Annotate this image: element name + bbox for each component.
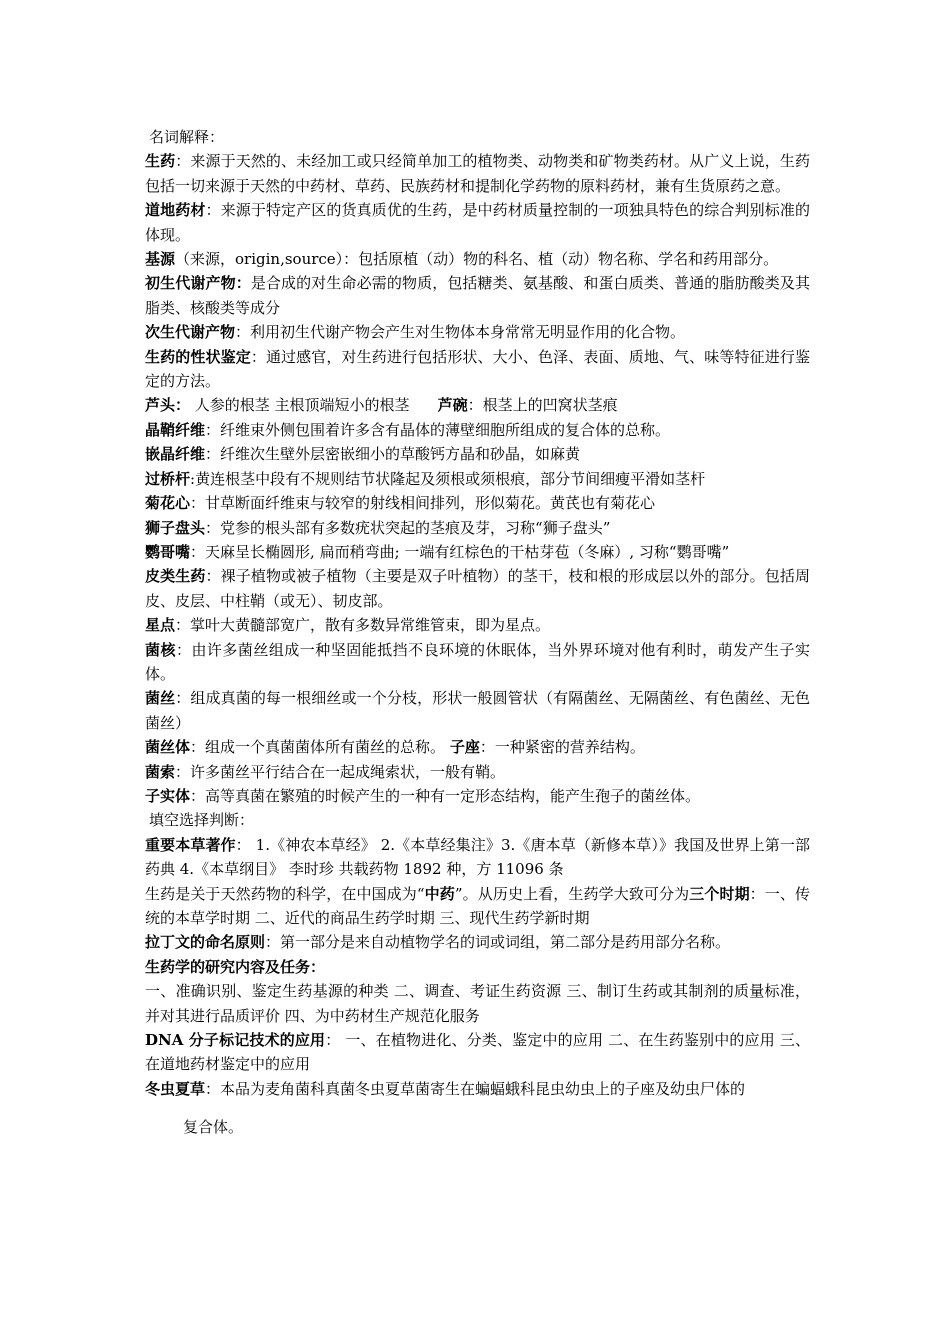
term-sep: ： xyxy=(190,738,206,757)
term-2: 子座 xyxy=(449,738,480,757)
term-sep: ： xyxy=(175,640,192,659)
term: 道地药材 xyxy=(145,201,206,220)
term-sep: ： xyxy=(205,1079,221,1098)
term: 子实体 xyxy=(145,786,191,805)
term: 冬虫夏草 xyxy=(145,1079,206,1098)
entry-xingdian xyxy=(145,613,810,637)
entry-zishiti xyxy=(145,784,810,808)
term: 菌丝 xyxy=(145,689,176,708)
entry-bencao xyxy=(145,833,810,882)
text-mid: ”。从历史上看，生药学大致可分为 xyxy=(454,884,690,903)
term: 星点 xyxy=(145,616,176,635)
definition: 本品为麦角菌科真菌冬虫夏草菌寄生在蝙蝠蛾科昆虫幼虫上的子座及幼虫尸体的 xyxy=(220,1079,746,1098)
entry-jiyuan xyxy=(145,247,810,271)
definition: 组成真菌的每一根细丝或一个分枝，形状一般圆管状（有隔菌丝、无隔菌丝、有色菌丝、无色菌丝） xyxy=(145,689,810,732)
definition: 高等真菌在繁殖的时候产生的一种有一定形态结构，能产生孢子的菌丝体。 xyxy=(205,786,701,805)
term: 次生代谢产物 xyxy=(145,323,236,342)
text-post: ：一、传统的本草学时期 二、近代的商品生药学时期 三、现代生药学新时期 xyxy=(145,884,810,927)
term-sep: ： xyxy=(175,689,191,708)
definition: 纤维束外侧包围着许多含有晶体的薄壁细胞所组成的复合体的总称。 xyxy=(220,420,671,439)
entry-xingzhuang xyxy=(145,345,810,394)
entry-junsuo xyxy=(145,760,810,784)
entry-juhuaxin xyxy=(145,491,810,515)
definition: 天麻呈长椭圆形, 扁而稍弯曲; 一端有红棕色的干枯芽苞（冬麻）, 习称“鹦哥嘴” xyxy=(205,542,730,561)
term-sep: ： xyxy=(205,201,221,220)
term: 拉丁文的命名原则 xyxy=(145,933,266,952)
term-sep: ： xyxy=(325,1031,341,1050)
term-sep: ： xyxy=(190,494,206,513)
definition: 来源于特定产区的货真质优的生药，是中药材质量控制的一项独具特色的综合判别标准的体现。 xyxy=(145,201,810,244)
term-sep: ： xyxy=(205,518,221,537)
definition: 许多菌丝平行结合在一起成绳索状，一般有鞘。 xyxy=(190,762,506,781)
term: 生药的性状鉴定 xyxy=(145,347,251,366)
term-sep: ： xyxy=(190,542,206,561)
term: 基源 xyxy=(145,250,176,269)
entry-shengyaoxue xyxy=(145,882,810,931)
term-sep: ： xyxy=(205,445,221,464)
term-sep: : xyxy=(190,469,196,488)
term-2: 芦碗 xyxy=(437,396,468,415)
entry-shengyao xyxy=(145,149,810,198)
text-pre: 生药是关于天然药物的科学，在中国成为“ xyxy=(145,884,425,903)
entry-jingqiao xyxy=(145,418,810,442)
definition: （来源，origin,source）：包括原植（动）物的科名、植（动）物名称、学名和药用部分。 xyxy=(175,250,779,269)
term: 嵌晶纤维 xyxy=(145,445,206,464)
definition: 第一部分是来自动植物学名的词或词组，第二部分是药用部分名称。 xyxy=(280,933,731,952)
term: 菊花心 xyxy=(145,494,191,513)
term-sep-2: ： xyxy=(479,738,495,757)
term: 菌核 xyxy=(145,640,176,659)
entry-cisheng xyxy=(145,320,810,344)
entry-junhe xyxy=(145,638,810,687)
definition: 一、在植物进化、分类、鉴定中的应用 二、在生药鉴别中的应用 三、在道地药材鉴定中的应用 xyxy=(145,1031,810,1074)
entry-dna xyxy=(145,1028,810,1077)
term-sep: ： xyxy=(175,152,191,171)
term: 芦头： xyxy=(145,396,191,415)
entry-yinggezui xyxy=(145,540,810,564)
definition: 来源于天然的、未经加工或只经简单加工的植物类、动物类和矿物类药材。从广义上说，生药包括一切来源于天然的中药材、草药、民族药材和提制化学药物的原料药材，兼有生货原药之意。 xyxy=(145,152,810,195)
entry-pilei xyxy=(145,564,810,613)
entry-daodi xyxy=(145,198,810,247)
definition: 利用初生代谢产物会产生对生物体本身常常无明显作用的化合物。 xyxy=(250,323,686,342)
bold-sange-shiqi: 三个时期 xyxy=(689,884,750,903)
term: 晶鞘纤维 xyxy=(145,420,206,439)
definition: 纤维次生壁外层密嵌细小的草酸钙方晶和砂晶，如麻黄 xyxy=(220,445,581,464)
definition: 裸子植物或被子植物（主要是双子叶植物）的茎干，枝和根的形成层以外的部分。包括周皮、皮层、中柱鞘（或无）、韧皮部。 xyxy=(145,567,810,610)
entry-latin xyxy=(145,930,810,954)
definition: 党参的根头部有多数疣状突起的茎痕及芽，习称“狮子盘头” xyxy=(220,518,611,537)
term-sep: ： xyxy=(175,762,191,781)
term-sep: ： xyxy=(190,786,206,805)
term-sep: ： xyxy=(235,835,251,854)
term-sep: ： xyxy=(250,347,266,366)
term: 菌索 xyxy=(145,762,176,781)
document-body xyxy=(145,125,810,1140)
term-sep: ： xyxy=(175,616,191,635)
definition: 掌叶大黄髓部宽广，散有多数异常维管束，即为星点。 xyxy=(190,616,551,635)
research-text: 一、准确识别、鉴定生药基源的种类 二、调查、考证生药资源 三、制订生药或其制剂的质量标准，并对其进行品质评价 四、为中药材生产规范化服务 xyxy=(145,982,810,1025)
entry-junsiti xyxy=(145,735,810,759)
definition: 通过感官，对生药进行包括形状、大小、色泽、表面、质地、气、味等特征进行鉴定的方法。 xyxy=(145,347,810,391)
definition-2: 根茎上的凹窝状茎痕 xyxy=(482,396,618,415)
term: 菌丝体 xyxy=(145,738,191,757)
term-sep: ： xyxy=(205,567,221,586)
bold-zhongyao: 中药 xyxy=(424,884,455,903)
term: 初生代谢产物： xyxy=(145,274,251,293)
term-sep: ： xyxy=(265,933,281,952)
entry-qianjing xyxy=(145,442,810,466)
term: 狮子盘头 xyxy=(145,518,206,537)
entry-chusheng xyxy=(145,271,810,320)
entry-lutou xyxy=(145,393,810,417)
last-line: 复合体。 xyxy=(183,1118,244,1137)
section-heading-fill: 填空选择判断： xyxy=(149,811,255,830)
definition-2: 一种紧密的营养结构。 xyxy=(494,738,645,757)
term: 过桥杆 xyxy=(145,469,191,488)
entry-shizipantou xyxy=(145,516,810,540)
definition: 是合成的对生命必需的物质，包括糖类、氨基酸、和蛋白质类、普通的脂肪酸类及其脂类、核酸类等成分 xyxy=(145,274,810,317)
entry-dongchong xyxy=(145,1077,810,1101)
term: DNA 分子标记技术的应用 xyxy=(145,1031,326,1050)
term-sep: ： xyxy=(205,420,221,439)
definition: 人参的根茎 主根顶端短小的根茎 xyxy=(190,396,410,415)
term-sep: ： xyxy=(235,323,251,342)
entry-junsi xyxy=(145,686,810,735)
entry-guoqiaogan xyxy=(145,467,810,491)
term: 鹦哥嘴 xyxy=(145,542,191,561)
definition: 组成一个真菌菌体所有菌丝的总称。 xyxy=(205,738,446,757)
definition: 黄连根茎中段有不规则结节状隆起及须根或须根痕，部分节间细瘦平滑如茎杆 xyxy=(195,469,706,488)
research-heading: 生药学的研究内容及任务： xyxy=(145,957,326,976)
term: 重要本草著作 xyxy=(145,835,236,854)
term: 生药 xyxy=(145,152,176,171)
definition: 由许多菌丝组成一种坚固能抵挡不良环境的休眠体，当外界环境对他有利时，萌发产生子实体。 xyxy=(145,640,810,683)
term-sep-2: ： xyxy=(467,396,483,415)
definition: 1.《神农本草经》 2.《本草经集注》3.《唐本草（新修本草）》我国及世界上第一部药典 4.《本草纲目》 李时珍 共载药物 1892 种，方 11096 条 xyxy=(145,835,810,879)
term: 皮类生药 xyxy=(145,567,206,586)
section-heading-terms: 名词解释： xyxy=(149,128,225,146)
definition: 甘草断面纤维束与较窄的射线相间排列，形似菊花。黄芪也有菊花心 xyxy=(205,494,656,513)
